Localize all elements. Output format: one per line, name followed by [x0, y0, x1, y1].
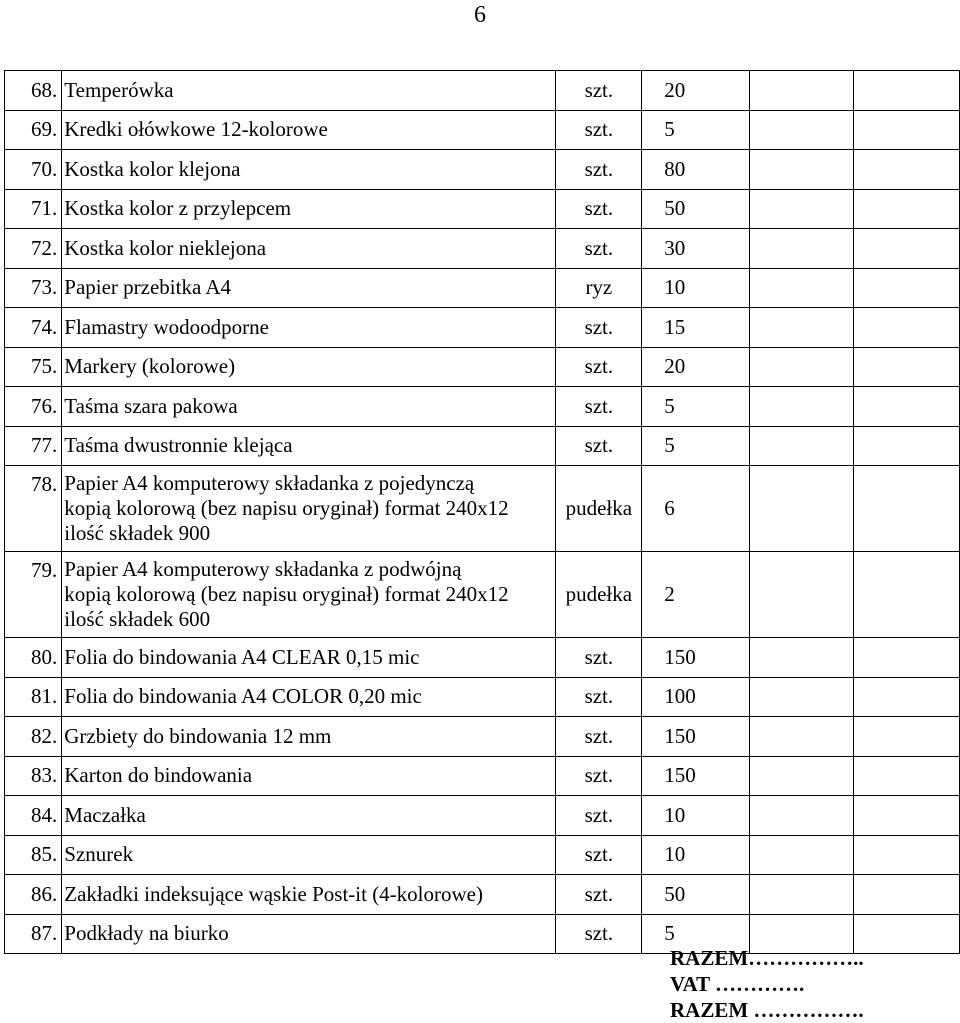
item-quantity: 5: [642, 426, 749, 466]
item-number: 79.: [5, 552, 62, 638]
item-value-cell: [853, 426, 959, 466]
item-quantity: 5: [642, 387, 749, 427]
item-number: 74.: [5, 308, 62, 348]
item-value-cell: [853, 875, 959, 915]
item-name-line: ilość składek 600: [64, 607, 211, 631]
item-name: Kredki ołówkowe 12-kolorowe: [62, 110, 556, 150]
table-row: [5, 756, 960, 796]
item-quantity: 10: [642, 796, 749, 836]
item-unit: szt.: [556, 796, 642, 836]
item-value-cell: [853, 638, 959, 678]
table-row: [5, 229, 960, 269]
page-number: 6: [474, 2, 486, 28]
item-unit-price-cell: [749, 189, 853, 229]
item-unit-price-cell: [749, 466, 853, 552]
item-name: Zakładki indeksujące wąskie Post-it (4-kolorowe): [62, 875, 556, 915]
item-unit: pudełka: [556, 552, 642, 638]
item-unit: szt.: [556, 638, 642, 678]
item-quantity: 150: [642, 756, 749, 796]
item-number: 77.: [5, 426, 62, 466]
item-quantity: 80: [642, 150, 749, 190]
item-number: 70.: [5, 150, 62, 190]
item-unit-price-cell: [749, 426, 853, 466]
item-number: 87.: [5, 914, 62, 954]
item-number: 83.: [5, 756, 62, 796]
item-name-line: ilość składek 900: [64, 521, 211, 545]
item-value-cell: [853, 347, 959, 387]
item-unit-price-cell: [749, 229, 853, 269]
item-number: 78.: [5, 466, 62, 552]
item-value-cell: [853, 552, 959, 638]
item-value-cell: [853, 308, 959, 348]
item-name: Markery (kolorowe): [62, 347, 556, 387]
item-quantity: 5: [642, 110, 749, 150]
vat-total-label: VAT ………….: [670, 972, 805, 996]
item-quantity: 10: [642, 268, 749, 308]
table-row: [5, 347, 960, 387]
table-row: [5, 638, 960, 678]
item-number: 81.: [5, 677, 62, 717]
item-value-cell: [853, 71, 959, 111]
item-quantity: 30: [642, 229, 749, 269]
item-quantity: 6: [642, 466, 749, 552]
item-quantity: 50: [642, 875, 749, 915]
razem-total-label: RAZEM……………..: [670, 946, 864, 970]
item-quantity: 2: [642, 552, 749, 638]
item-name: Kostka kolor nieklejona: [62, 229, 556, 269]
item-unit: szt.: [556, 914, 642, 954]
item-name: Kostka kolor z przylepcem: [62, 189, 556, 229]
item-unit-price-cell: [749, 387, 853, 427]
item-unit: szt.: [556, 229, 642, 269]
item-name: Taśma dwustronnie klejąca: [62, 426, 556, 466]
table-row: [5, 552, 960, 638]
item-unit: szt.: [556, 347, 642, 387]
item-unit: szt.: [556, 189, 642, 229]
item-number: 68.: [5, 71, 62, 111]
item-name: [62, 466, 556, 552]
item-unit-price-cell: [749, 756, 853, 796]
item-unit: szt.: [556, 71, 642, 111]
item-unit-price-cell: [749, 552, 853, 638]
items-table: [4, 70, 960, 954]
item-value-cell: [853, 387, 959, 427]
item-unit-price-cell: [749, 875, 853, 915]
table-row: [5, 308, 960, 348]
item-name: Grzbiety do bindowania 12 mm: [62, 717, 556, 757]
item-unit-price-cell: [749, 347, 853, 387]
item-quantity: 150: [642, 638, 749, 678]
table-row: [5, 268, 960, 308]
table-row: [5, 796, 960, 836]
item-unit: szt.: [556, 387, 642, 427]
item-unit-price-cell: [749, 796, 853, 836]
item-unit: szt.: [556, 308, 642, 348]
table-row: [5, 835, 960, 875]
item-quantity: 20: [642, 347, 749, 387]
table-row: [5, 677, 960, 717]
item-name: Temperówka: [62, 71, 556, 111]
item-name-line: kopią kolorową (bez napisu oryginał) format 240x12: [64, 582, 509, 606]
item-number: 80.: [5, 638, 62, 678]
item-number: 86.: [5, 875, 62, 915]
item-value-cell: [853, 756, 959, 796]
item-unit-price-cell: [749, 71, 853, 111]
item-value-cell: [853, 268, 959, 308]
item-quantity: 20: [642, 71, 749, 111]
item-unit: szt.: [556, 150, 642, 190]
item-value-cell: [853, 796, 959, 836]
item-number: 73.: [5, 268, 62, 308]
item-value-cell: [853, 835, 959, 875]
item-number: 72.: [5, 229, 62, 269]
table-row: [5, 875, 960, 915]
item-unit-price-cell: [749, 268, 853, 308]
item-quantity: 150: [642, 717, 749, 757]
item-value-cell: [853, 466, 959, 552]
item-quantity: 50: [642, 189, 749, 229]
item-value-cell: [853, 677, 959, 717]
item-quantity: 15: [642, 308, 749, 348]
item-unit-price-cell: [749, 150, 853, 190]
item-number: 69.: [5, 110, 62, 150]
item-quantity: 100: [642, 677, 749, 717]
item-unit: szt.: [556, 875, 642, 915]
item-name-line: kopią kolorową (bez napisu oryginał) format 240x12: [64, 496, 509, 520]
item-name: Folia do bindowania A4 COLOR 0,20 mic: [62, 677, 556, 717]
item-value-cell: [853, 110, 959, 150]
item-unit: szt.: [556, 677, 642, 717]
item-name: Papier przebitka A4: [62, 268, 556, 308]
table-row: [5, 71, 960, 111]
item-value-cell: [853, 717, 959, 757]
item-value-cell: [853, 189, 959, 229]
item-value-cell: [853, 150, 959, 190]
item-name: Maczałka: [62, 796, 556, 836]
item-name: [62, 552, 556, 638]
item-unit-price-cell: [749, 835, 853, 875]
item-name-line: Papier A4 komputerowy składanka z podwójną: [64, 557, 462, 581]
item-unit: szt.: [556, 717, 642, 757]
item-number: 85.: [5, 835, 62, 875]
table-row: [5, 466, 960, 552]
item-unit-price-cell: [749, 308, 853, 348]
item-name: Flamastry wodoodporne: [62, 308, 556, 348]
item-name: Podkłady na biurko: [62, 914, 556, 954]
item-name: Kostka kolor klejona: [62, 150, 556, 190]
item-unit: szt.: [556, 835, 642, 875]
totals-block: [670, 945, 864, 1023]
item-number: 76.: [5, 387, 62, 427]
item-name: Karton do bindowania: [62, 756, 556, 796]
item-unit: ryz: [556, 268, 642, 308]
table-row: [5, 189, 960, 229]
item-unit: szt.: [556, 426, 642, 466]
item-name: Folia do bindowania A4 CLEAR 0,15 mic: [62, 638, 556, 678]
table-row: [5, 426, 960, 466]
table-row: [5, 387, 960, 427]
item-number: 84.: [5, 796, 62, 836]
item-unit-price-cell: [749, 638, 853, 678]
table-row: [5, 110, 960, 150]
item-value-cell: [853, 914, 959, 954]
item-unit: szt.: [556, 110, 642, 150]
item-number: 71.: [5, 189, 62, 229]
table-row: [5, 150, 960, 190]
table-row: [5, 717, 960, 757]
item-unit-price-cell: [749, 110, 853, 150]
item-unit: szt.: [556, 756, 642, 796]
item-unit: pudełka: [556, 466, 642, 552]
item-name: Sznurek: [62, 835, 556, 875]
item-value-cell: [853, 229, 959, 269]
item-quantity: 10: [642, 835, 749, 875]
razem-gross-total-label: RAZEM …………….: [670, 998, 864, 1022]
item-quantity: 5: [642, 914, 749, 954]
item-name-line: Papier A4 komputerowy składanka z pojedynczą: [64, 471, 475, 495]
item-name: Taśma szara pakowa: [62, 387, 556, 427]
item-number: 82.: [5, 717, 62, 757]
item-unit-price-cell: [749, 677, 853, 717]
item-number: 75.: [5, 347, 62, 387]
item-unit-price-cell: [749, 717, 853, 757]
